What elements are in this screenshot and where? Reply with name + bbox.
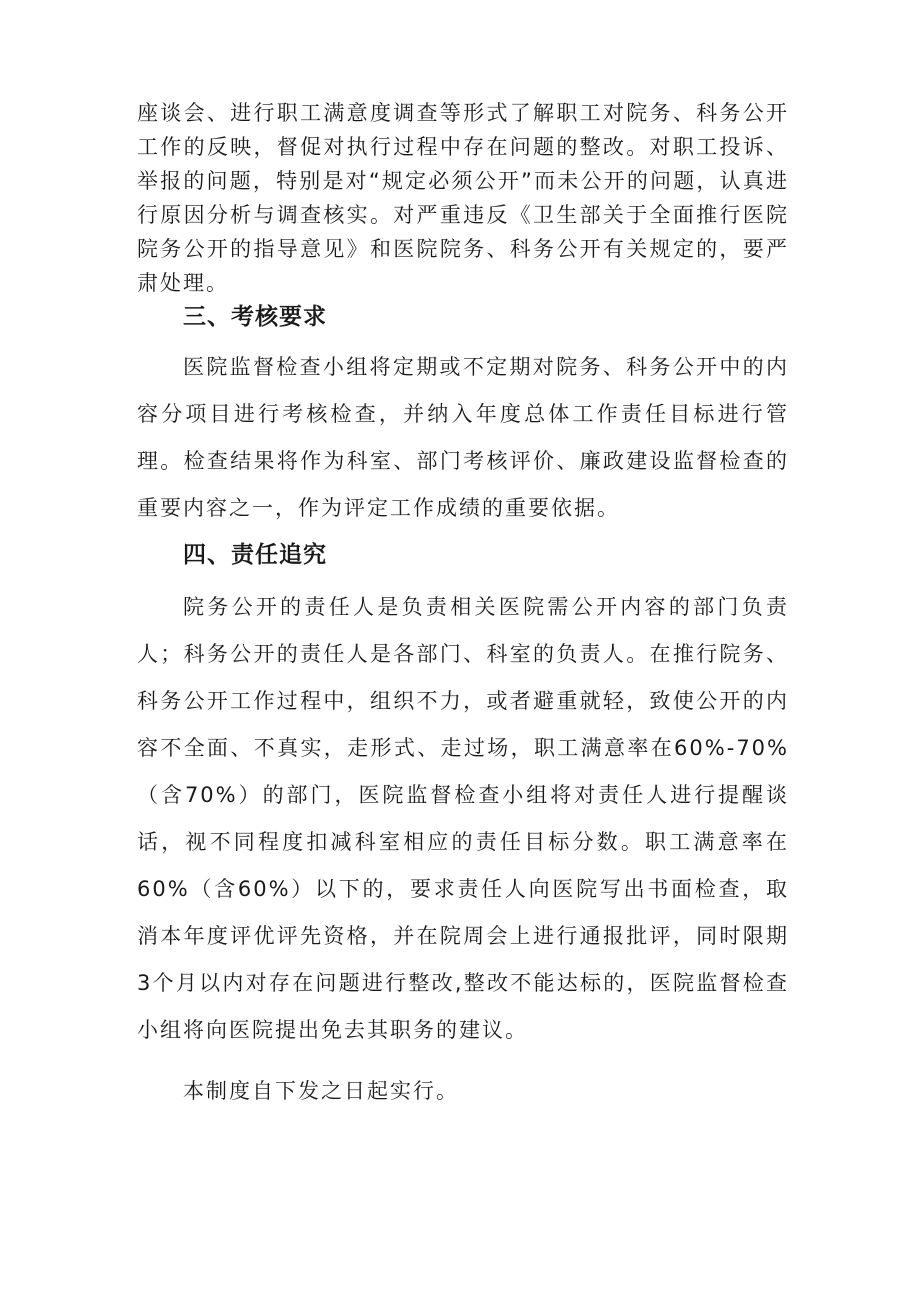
paragraph-assessment: 医院监督检查小组将定期或不定期对院务、科务公开中的内容分项目进行考核检查，并纳入年度总体工作责任目标进行管理。检查结果将作为科室、部门考核评价、廉政建设监督检查的重要内容之一，作为评定工作成绩的重要依据。 [137,355,789,520]
paragraph-intro: 座谈会、进行职工满意度调查等形式了解职工对院务、科务公开工作的反映，督促对执行过程中存在问题的整改。对职工投诉、举报的问题，特别是对“规定必须公开”而未公开的问题，认真进行原因分析与调查核实。对严重违反《卫生部关于全面推行医院院务公开的指导意见》和医院院务、科务公开有关规定的，要严肃处理。 [137,101,789,295]
paragraph-accountability: 院务公开的责任人是负责相关医院需公开内容的部门负责人；科务公开的责任人是各部门、科室的负责人。在推行院务、科务公开工作过程中，组织不力，或者避重就轻，致使公开的内容不全面、不真实，走形式、走过场，职工满意率在60%-70%（含70%）的部门，医院监督检查小组将对责任人进行提醒谈话，视不同程度扣减科室相应的责任目标分数。职工满意率在60%（含60%）以下的，要求责任人向医院写出书面检查，取消本年度评优评先资格，并在院周会上进行通报批评，同时限期3个月以内对存在问题进行整改,整改不能达标的，医院监督检查小组将向医院提出免去其职务的建议。 [137,595,789,1042]
paragraph-effective-date: 本制度自下发之日起实行。 [183,1079,459,1103]
heading-assessment-requirements: 三、考核要求 [183,304,327,330]
heading-accountability: 四、责任追究 [183,542,327,568]
